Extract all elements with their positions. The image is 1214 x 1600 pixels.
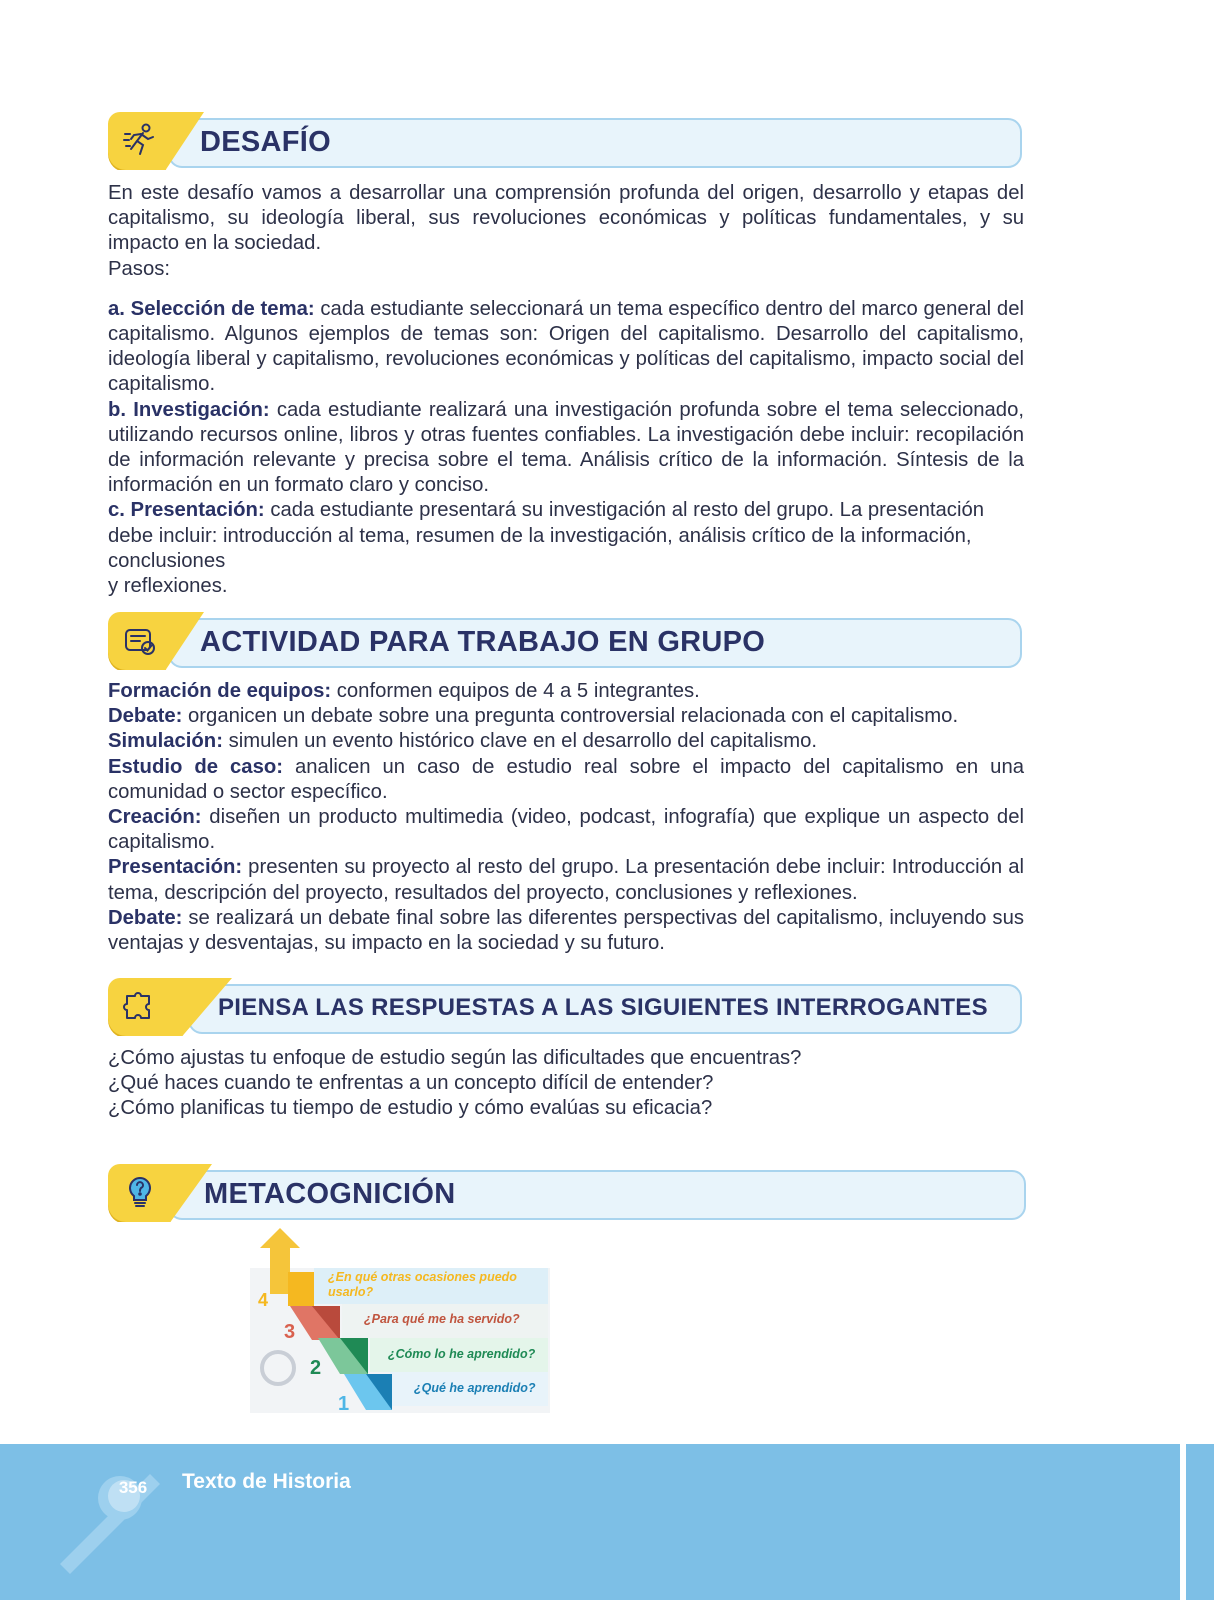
item-label: Debate:: [108, 705, 183, 728]
item-label: Creación:: [108, 806, 202, 829]
item-text: se realizará un debate final sobre las diferentes perspectivas del capitalismo, incluyendo sus ventajas y desventajas, su impacto en la sociedad y su futuro.: [108, 906, 1024, 955]
group-banner: [108, 612, 1022, 668]
group-item: [108, 729, 1024, 754]
footer-edge: [1180, 1444, 1186, 1600]
metacognition-stairs: [250, 1228, 560, 1418]
question-item: ¿Cómo planificas tu tiempo de estudio y cómo evalúas su eficacia?: [108, 1097, 713, 1120]
stair-number-2: 2: [310, 1357, 322, 1379]
group-item: [108, 755, 1024, 805]
challenge-title: DESAFÍO: [200, 126, 331, 158]
rocket-icon: [40, 1454, 180, 1574]
stair-number-4: 4: [258, 1290, 269, 1310]
challenge-banner: [108, 112, 1022, 168]
item-text: diseñen un producto multimedia (video, podcast, infografía) que explique un aspecto del capitalismo.: [108, 806, 1024, 854]
stair-question-1: ¿Qué he aprendido?: [414, 1381, 536, 1395]
steps-label: Pasos:: [108, 257, 171, 280]
questions-body: [108, 1046, 1024, 1122]
item-text: presenten su proyecto al resto del grupo. La presentación debe incluir: Introducción al tema, descripción del proyecto, resultados del proyecto, conclusiones y reflexiones.: [108, 856, 1024, 904]
item-label: Formación de equipos:: [108, 680, 332, 702]
checklist-icon: [122, 622, 158, 658]
stair-question-3: ¿Para qué me ha servido?: [364, 1312, 520, 1326]
question-item: ¿Qué haces cuando te enfrentas a un concepto difícil de entender?: [108, 1072, 714, 1095]
step-closing: y reflexiones.: [108, 575, 228, 598]
group-item: [108, 805, 1024, 855]
page-number: 356: [118, 1478, 148, 1497]
lightbulb-question-icon: [122, 1174, 158, 1210]
group-title: ACTIVIDAD PARA TRABAJO EN GRUPO: [200, 626, 766, 658]
stair-number-1: 1: [338, 1393, 350, 1415]
metacognition-banner: [108, 1164, 1026, 1220]
page-footer: [0, 1444, 1214, 1600]
item-text: analicen un caso de estudio real sobre el impacto del capitalismo en una comunidad o sector específico.: [108, 755, 1025, 803]
step-item: [108, 498, 1024, 574]
stair-question-2: ¿Cómo lo he aprendido?: [388, 1347, 536, 1361]
step-text: cada estudiante presentará su investigación al resto del grupo. La presentación debe incluir: introducción al tema, resumen de la investigación, análisis crítico de la información, conclusiones: [108, 499, 985, 572]
step-text: cada estudiante seleccionará un tema específico dentro del marco general del capitalismo. Algunos ejemplos de temas son: Origen del capitalismo. Desarrollo del capitalismo, ideología liberal y capitalismo, revoluciones económicas y políticas del capitalismo, impacto social del capitalismo.: [108, 297, 1024, 396]
metacognition-title: METACOGNICIÓN: [204, 1178, 456, 1210]
book-title: Texto de Historia: [182, 1470, 351, 1493]
item-label: Estudio de caso:: [108, 755, 283, 778]
group-item: [108, 679, 1024, 704]
item-text: organicen un debate sobre una pregunta controversial relacionada con el capitalismo.: [182, 705, 959, 728]
item-text: conformen equipos de 4 a 5 integrantes.: [331, 680, 700, 702]
step-text: cada estudiante realizará una investigación profunda sobre el tema seleccionado, utilizando recursos online, libros y otras fuentes confiables. La investigación debe incluir: recopilación de información relevante y precisa sobre el tema. Análisis crítico de la información. Síntesis de la información en un formato claro y conciso.: [108, 398, 1025, 497]
group-item: [108, 855, 1024, 905]
running-person-icon: [122, 122, 158, 158]
stair-number-3: 3: [284, 1321, 296, 1343]
step-item: [108, 297, 1024, 398]
questions-banner: [108, 978, 1022, 1034]
group-item: [108, 906, 1024, 956]
step-item: [108, 398, 1024, 499]
group-body: [108, 679, 1024, 956]
step-label: a. Selección de tema:: [108, 297, 315, 320]
stair-question-4: ¿En qué otras ocasiones puedo usarlo?: [328, 1270, 517, 1299]
item-label: Presentación:: [108, 856, 243, 879]
item-label: Simulación:: [108, 730, 223, 753]
group-item: [108, 704, 1024, 729]
item-label: Debate:: [108, 906, 183, 929]
challenge-body: [108, 181, 1024, 599]
question-item: ¿Cómo ajustas tu enfoque de estudio según las dificultades que encuentras?: [108, 1047, 802, 1069]
stair-block-4: [288, 1272, 314, 1306]
step-label: c. Presentación:: [108, 499, 265, 522]
step-label: b. Investigación:: [108, 398, 270, 421]
questions-title: PIENSA LAS RESPUESTAS A LAS SIGUIENTES INTERROGANTES: [218, 994, 988, 1021]
challenge-intro: En este desafío vamos a desarrollar una comprensión profunda del origen, desarrollo y etapas del capitalismo, su ideología liberal, sus revoluciones económicas y políticas fundamentales, y su impacto en la sociedad.: [108, 182, 1024, 255]
item-text: simulen un evento histórico clave en el desarrollo del capitalismo.: [222, 730, 818, 753]
puzzle-icon: [122, 988, 158, 1024]
